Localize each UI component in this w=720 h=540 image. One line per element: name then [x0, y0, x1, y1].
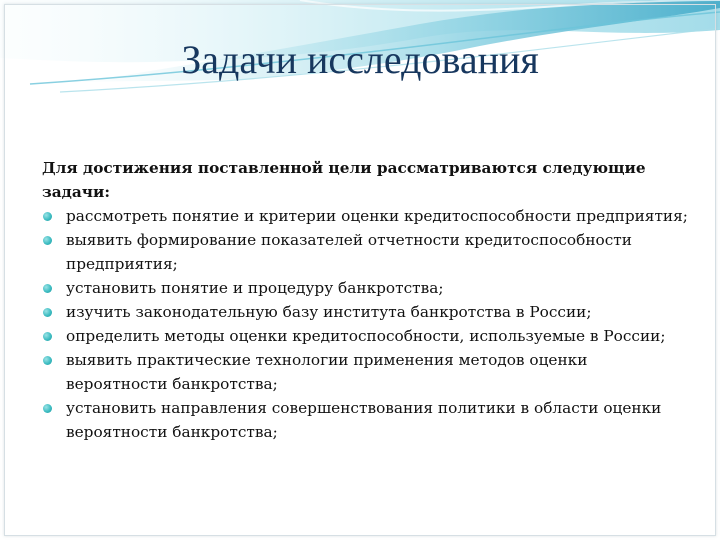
slide-title: [0, 37, 720, 82]
task-text: выявить практические технологии применения методов оценки вероятности банкротства;: [66, 351, 588, 393]
bullet-icon: [43, 332, 52, 341]
task-text: установить направления совершенствования политики в области оценки вероятности банкротства;: [66, 399, 662, 441]
bullet-icon: [43, 284, 52, 293]
intro-text: Для достижения поставленной цели рассматриваются следующие задачи:: [42, 159, 646, 201]
bullet-icon: [43, 212, 52, 221]
task-list: [42, 204, 692, 444]
bullet-icon: [43, 308, 52, 317]
bullet-icon: [43, 356, 52, 365]
list-item: [42, 396, 692, 444]
bullet-icon: [43, 236, 52, 245]
list-item: [42, 228, 692, 276]
task-text: выявить формирование показателей отчетности кредитоспособности предприятия;: [66, 231, 632, 273]
slide-title-text: Задачи исследования: [181, 37, 539, 82]
bullet-icon: [43, 404, 52, 413]
task-text: изучить законодательную базу института банкротства в России;: [66, 303, 592, 321]
list-item: [42, 324, 692, 348]
list-item: [42, 204, 692, 228]
list-item: [42, 300, 692, 324]
task-text: определить методы оценки кредитоспособности, используемые в России;: [66, 327, 666, 345]
task-text: рассмотреть понятие и критерии оценки кредитоспособности предприятия;: [66, 207, 688, 225]
list-item: [42, 348, 692, 396]
task-text: установить понятие и процедуру банкротства;: [66, 279, 444, 297]
list-item: [42, 276, 692, 300]
slide-body: [42, 156, 692, 444]
